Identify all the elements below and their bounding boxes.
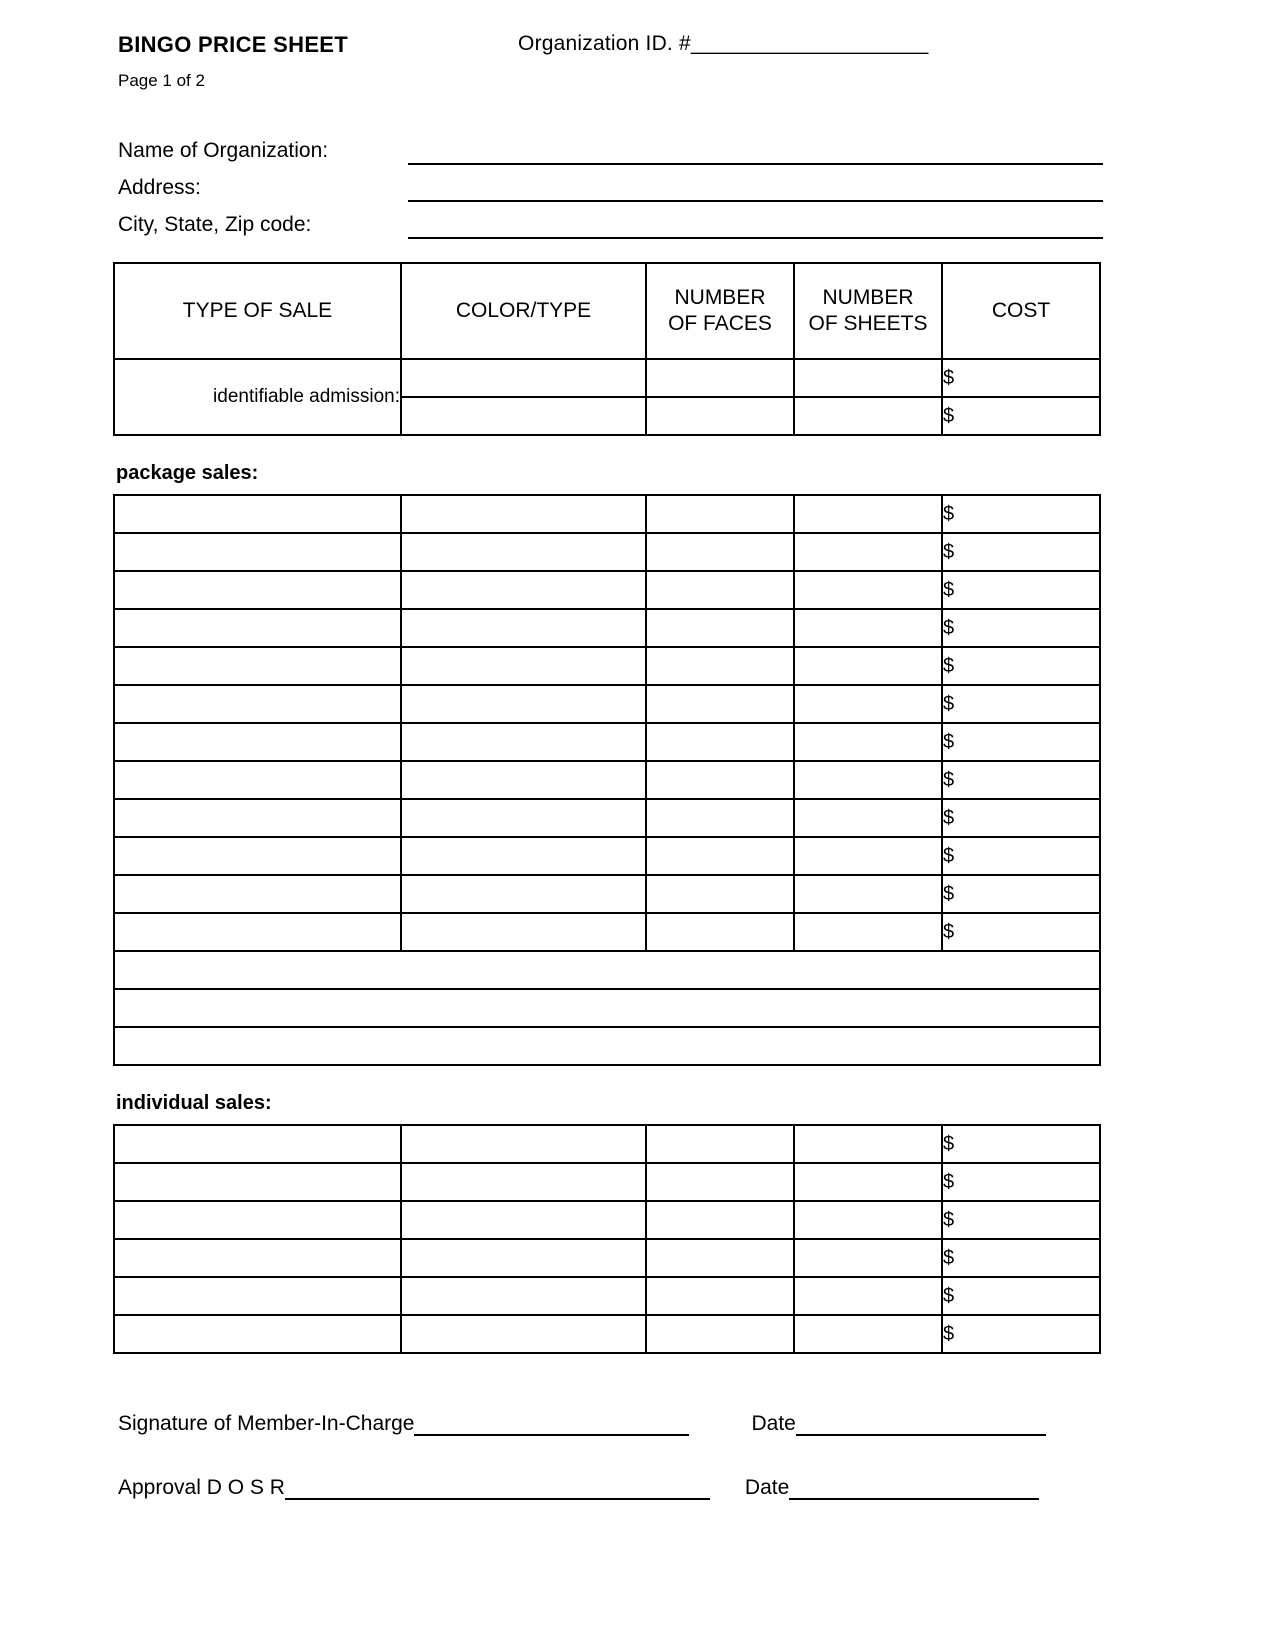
signature-row-approval bbox=[118, 1476, 1103, 1500]
cell-type-of-sale[interactable] bbox=[114, 1277, 401, 1315]
cell-color-type[interactable] bbox=[401, 1163, 646, 1201]
cell-cost[interactable]: $ bbox=[942, 723, 1100, 761]
cell-number-of-sheets[interactable] bbox=[794, 359, 942, 397]
cell-number-of-sheets[interactable] bbox=[794, 1315, 942, 1353]
cell-number-of-sheets[interactable] bbox=[794, 875, 942, 913]
table-row bbox=[114, 609, 1100, 647]
cell-type-of-sale[interactable] bbox=[114, 723, 401, 761]
cell-number-of-faces[interactable] bbox=[646, 359, 794, 397]
cell-cost[interactable]: $ bbox=[942, 571, 1100, 609]
organization-id-field[interactable]: Organization ID. #____________________ bbox=[518, 32, 929, 55]
cell-cost[interactable]: $ bbox=[942, 1201, 1100, 1239]
cell-number-of-faces[interactable] bbox=[646, 723, 794, 761]
cell-cost[interactable]: $ bbox=[942, 533, 1100, 571]
cell-number-of-sheets[interactable] bbox=[794, 761, 942, 799]
document-header bbox=[118, 32, 1158, 58]
cell-number-of-sheets[interactable] bbox=[794, 913, 942, 951]
cell-number-of-faces[interactable] bbox=[646, 609, 794, 647]
cell-number-of-sheets[interactable] bbox=[794, 1163, 942, 1201]
cell-color-type[interactable] bbox=[401, 837, 646, 875]
input-date-2[interactable] bbox=[789, 1476, 1039, 1500]
cell-number-of-sheets[interactable] bbox=[794, 1277, 942, 1315]
cell-cost[interactable]: $ bbox=[942, 761, 1100, 799]
table-row bbox=[114, 533, 1100, 571]
cell-cost[interactable]: $ bbox=[942, 647, 1100, 685]
cell-number-of-sheets[interactable] bbox=[794, 571, 942, 609]
column-header-number-of-faces-line2: OF FACES bbox=[668, 312, 772, 335]
cell-number-of-sheets[interactable] bbox=[794, 1125, 942, 1163]
table-row bbox=[114, 1201, 1100, 1239]
cell-color-type[interactable] bbox=[401, 397, 646, 435]
input-signature-member-in-charge[interactable] bbox=[414, 1412, 689, 1436]
field-row-name-of-organization bbox=[118, 128, 1103, 165]
cell-number-of-sheets[interactable] bbox=[794, 723, 942, 761]
table-row bbox=[114, 685, 1100, 723]
organization-fields bbox=[118, 128, 1103, 239]
cell-number-of-faces[interactable] bbox=[646, 1315, 794, 1353]
cell-type-of-sale[interactable] bbox=[114, 1163, 401, 1201]
cell-cost[interactable]: $ bbox=[942, 1315, 1100, 1353]
cell-number-of-faces[interactable] bbox=[646, 1239, 794, 1277]
cell-cost[interactable]: $ bbox=[942, 1125, 1100, 1163]
column-header-number-of-faces bbox=[646, 263, 794, 359]
field-input-city-state-zip[interactable] bbox=[408, 211, 1103, 239]
label-date-2: Date bbox=[744, 1476, 790, 1499]
cell-number-of-faces[interactable] bbox=[646, 913, 794, 951]
cell-number-of-faces[interactable] bbox=[646, 1125, 794, 1163]
table-row bbox=[114, 837, 1100, 875]
cell-color-type[interactable] bbox=[401, 685, 646, 723]
column-header-number-of-sheets bbox=[794, 263, 942, 359]
cell-color-type[interactable] bbox=[401, 495, 646, 533]
table-row bbox=[114, 1125, 1100, 1163]
signature-block bbox=[118, 1412, 1103, 1540]
section-label-package-sales: package sales: bbox=[116, 462, 259, 484]
table-row bbox=[114, 571, 1100, 609]
cell-cost[interactable]: $ bbox=[942, 685, 1100, 723]
cell-color-type[interactable] bbox=[401, 723, 646, 761]
cell-number-of-sheets[interactable] bbox=[794, 799, 942, 837]
cell-color-type[interactable] bbox=[401, 761, 646, 799]
cell-number-of-faces[interactable] bbox=[646, 1163, 794, 1201]
column-header-number-of-sheets-line1: NUMBER bbox=[822, 286, 914, 309]
cell-cost[interactable]: $ bbox=[942, 913, 1100, 951]
cell-number-of-sheets[interactable] bbox=[794, 647, 942, 685]
cell-cost[interactable]: $ bbox=[942, 1277, 1100, 1315]
cell-number-of-sheets[interactable] bbox=[794, 533, 942, 571]
cell-cost[interactable]: $ bbox=[942, 495, 1100, 533]
cell-color-type[interactable] bbox=[401, 1239, 646, 1277]
cell-cost[interactable]: $ bbox=[942, 799, 1100, 837]
table-row bbox=[114, 761, 1100, 799]
cell-color-type[interactable] bbox=[401, 875, 646, 913]
page-title: BINGO PRICE SHEET bbox=[118, 32, 349, 57]
cell-number-of-sheets[interactable] bbox=[794, 1201, 942, 1239]
cell-cost[interactable]: $ bbox=[942, 359, 1100, 397]
cell-cost[interactable]: $ bbox=[942, 837, 1100, 875]
table-row bbox=[114, 1315, 1100, 1353]
cell-type-of-sale[interactable] bbox=[114, 761, 401, 799]
field-input-address[interactable] bbox=[408, 174, 1103, 202]
field-label-city-state-zip: City, State, Zip code: bbox=[118, 213, 312, 236]
cell-type-of-sale[interactable] bbox=[114, 571, 401, 609]
cell-color-type[interactable] bbox=[401, 533, 646, 571]
cell-color-type[interactable] bbox=[401, 1315, 646, 1353]
cell-cost[interactable]: $ bbox=[942, 1163, 1100, 1201]
table-row-blank bbox=[114, 951, 1100, 989]
cell-color-type[interactable] bbox=[401, 647, 646, 685]
cell-color-type[interactable] bbox=[401, 609, 646, 647]
cell-number-of-faces[interactable] bbox=[646, 761, 794, 799]
cell-number-of-sheets[interactable] bbox=[794, 685, 942, 723]
individual-sales-table bbox=[113, 1124, 1101, 1354]
identifiable-admission-table bbox=[113, 262, 1101, 436]
table-row bbox=[114, 913, 1100, 951]
label-signature-member-in-charge: Signature of Member-In-Charge bbox=[118, 1412, 415, 1435]
cell-number-of-sheets[interactable] bbox=[794, 495, 942, 533]
table-header-row bbox=[114, 263, 1100, 359]
cell-type-of-sale[interactable] bbox=[114, 647, 401, 685]
cell-color-type[interactable] bbox=[401, 913, 646, 951]
cell-number-of-sheets[interactable] bbox=[794, 1239, 942, 1277]
table-row bbox=[114, 723, 1100, 761]
cell-color-type[interactable] bbox=[401, 1201, 646, 1239]
cell-blank[interactable] bbox=[114, 989, 1100, 1027]
cell-type-of-sale[interactable] bbox=[114, 1315, 401, 1353]
cell-number-of-faces[interactable] bbox=[646, 533, 794, 571]
cell-blank[interactable] bbox=[114, 951, 1100, 989]
table-row-blank bbox=[114, 1027, 1100, 1065]
cell-blank[interactable] bbox=[114, 1027, 1100, 1065]
table-row bbox=[114, 1163, 1100, 1201]
cell-type-of-sale[interactable] bbox=[114, 1201, 401, 1239]
cell-type-of-sale[interactable] bbox=[114, 1239, 401, 1277]
cell-number-of-faces[interactable] bbox=[646, 875, 794, 913]
signature-row-member-in-charge bbox=[118, 1412, 1103, 1436]
table-row-blank bbox=[114, 989, 1100, 1027]
field-row-city-state-zip bbox=[118, 202, 1103, 239]
cell-type-of-sale[interactable] bbox=[114, 685, 401, 723]
field-label-address: Address: bbox=[118, 176, 201, 199]
cell-type-of-sale[interactable] bbox=[114, 875, 401, 913]
table-row bbox=[114, 647, 1100, 685]
field-input-name-of-organization[interactable] bbox=[408, 137, 1103, 165]
cell-number-of-faces[interactable] bbox=[646, 1201, 794, 1239]
table-row bbox=[114, 495, 1100, 533]
column-header-type-of-sale: TYPE OF SALE bbox=[114, 263, 401, 359]
table-row bbox=[114, 359, 1100, 397]
section-label-individual-sales: individual sales: bbox=[116, 1092, 272, 1114]
cell-number-of-faces[interactable] bbox=[646, 1277, 794, 1315]
cell-type-of-sale[interactable] bbox=[114, 799, 401, 837]
cell-color-type[interactable] bbox=[401, 799, 646, 837]
cell-cost[interactable]: $ bbox=[942, 609, 1100, 647]
cell-cost[interactable]: $ bbox=[942, 875, 1100, 913]
table-row bbox=[114, 1277, 1100, 1315]
cell-type-of-sale[interactable] bbox=[114, 837, 401, 875]
cell-number-of-sheets[interactable] bbox=[794, 609, 942, 647]
cell-color-type[interactable] bbox=[401, 1277, 646, 1315]
cell-type-of-sale[interactable] bbox=[114, 533, 401, 571]
input-date-1[interactable] bbox=[796, 1412, 1046, 1436]
label-approval-dosr: Approval D O S R bbox=[118, 1476, 285, 1499]
cell-number-of-faces[interactable] bbox=[646, 799, 794, 837]
cell-type-of-sale[interactable] bbox=[114, 495, 401, 533]
cell-number-of-faces[interactable] bbox=[646, 571, 794, 609]
cell-number-of-faces[interactable] bbox=[646, 397, 794, 435]
column-header-number-of-faces-line1: NUMBER bbox=[674, 286, 766, 309]
column-header-color-type: COLOR/TYPE bbox=[401, 263, 646, 359]
cell-number-of-sheets[interactable] bbox=[794, 837, 942, 875]
cell-number-of-faces[interactable] bbox=[646, 685, 794, 723]
table-row bbox=[114, 875, 1100, 913]
table-row bbox=[114, 1239, 1100, 1277]
column-header-number-of-sheets-line2: OF SHEETS bbox=[808, 312, 928, 335]
cell-number-of-faces[interactable] bbox=[646, 495, 794, 533]
table-row bbox=[114, 799, 1100, 837]
row-label-identifiable-admission: identifiable admission: bbox=[114, 359, 401, 435]
field-row-address bbox=[118, 165, 1103, 202]
cell-number-of-faces[interactable] bbox=[646, 837, 794, 875]
input-approval-dosr[interactable] bbox=[285, 1476, 710, 1500]
cell-type-of-sale[interactable] bbox=[114, 1125, 401, 1163]
cell-number-of-sheets[interactable] bbox=[794, 397, 942, 435]
package-sales-table bbox=[113, 494, 1101, 1066]
cell-color-type[interactable] bbox=[401, 571, 646, 609]
column-header-cost: COST bbox=[942, 263, 1100, 359]
cell-type-of-sale[interactable] bbox=[114, 609, 401, 647]
label-date-1: Date bbox=[751, 1412, 796, 1435]
cell-cost[interactable]: $ bbox=[942, 1239, 1100, 1277]
cell-color-type[interactable] bbox=[401, 359, 646, 397]
cell-type-of-sale[interactable] bbox=[114, 913, 401, 951]
field-label-name-of-organization: Name of Organization: bbox=[118, 139, 329, 162]
cell-color-type[interactable] bbox=[401, 1125, 646, 1163]
page-number: Page 1 of 2 bbox=[118, 71, 205, 90]
cell-number-of-faces[interactable] bbox=[646, 647, 794, 685]
cell-cost[interactable]: $ bbox=[942, 397, 1100, 435]
